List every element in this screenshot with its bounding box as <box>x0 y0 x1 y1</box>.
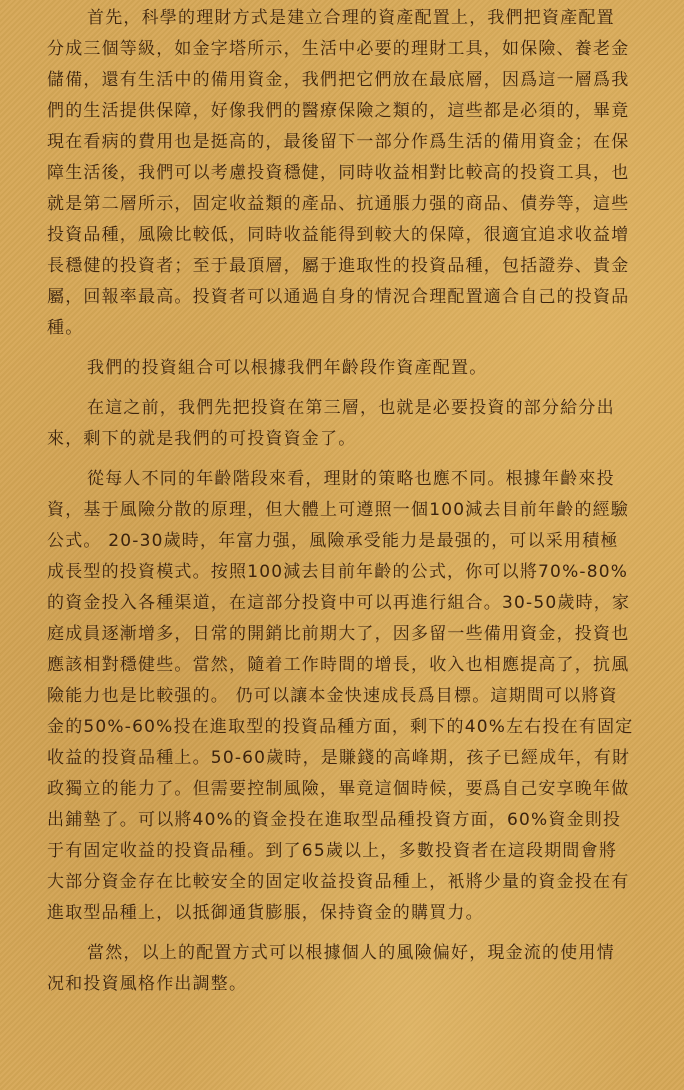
text-line: 我們的投資組合可以根據我們年齡段作資產配置。 <box>87 358 488 378</box>
paragraph <box>47 938 647 1000</box>
text-line: 屬，回報率最高。投資者可以通過自身的情況合理配置適合自己的投資品 <box>47 287 630 307</box>
text-line: 種。 <box>47 318 84 338</box>
text-line: 庭成員逐漸增多，日常的開銷比前期大了，因多留一些備用資金，投資也 <box>47 624 630 644</box>
text-line: 就是第二層所示，固定收益類的產品、抗通脹力强的商品、債券等，這些 <box>47 194 630 214</box>
text-line: 况和投資風格作出調整。 <box>47 974 248 994</box>
text-line: 當然，以上的配置方式可以根據個人的風險偏好，現金流的使用情 <box>87 943 615 963</box>
text-line: 在這之前，我們先把投資在第三層，也就是必要投資的部分給分出 <box>87 398 615 418</box>
text-line: 分成三個等級，如金字塔所示，生活中必要的理財工具，如保險、養老金 <box>47 39 630 59</box>
paragraph <box>47 393 647 455</box>
text-line: 從每人不同的年齡階段來看，理財的策略也應不同。根據年齡來投 <box>87 469 615 489</box>
text-line: 政獨立的能力了。但需要控制風險，畢竟這個時候，要爲自己安享晚年做 <box>47 779 630 799</box>
text-line: 進取型品種上，以抵御通貨膨脹，保持資金的購買力。 <box>47 903 484 923</box>
paragraph <box>47 353 647 384</box>
text-line: 出鋪墊了。可以將40%的資金投在進取型品種投資方面，60%資金則投 <box>47 810 622 830</box>
text-line: 收益的投資品種上。50-60歲時，是賺錢的高峰期，孩子已經成年，有財 <box>47 748 631 768</box>
text-line: 障生活後，我們可以考慮投資穩健，同時收益相對比較高的投資工具，也 <box>47 163 630 183</box>
text-line: 現在看病的費用也是挺高的，最後留下一部分作爲生活的備用資金；在保 <box>47 132 630 152</box>
text-line: 儲備，還有生活中的備用資金，我們把它們放在最底層，因爲這一層爲我 <box>47 70 630 90</box>
text-line: 來，剩下的就是我們的可投資資金了。 <box>47 429 357 449</box>
text-line: 首先，科學的理財方式是建立合理的資產配置上，我們把資產配置 <box>87 8 615 28</box>
text-line: 大部分資金存在比較安全的固定收益投資品種上，衹將少量的資金投在有 <box>47 872 630 892</box>
text-line: 險能力也是比較强的。 仍可以讓本金快速成長爲目標。這期間可以將資 <box>47 686 618 706</box>
paragraph <box>47 464 647 929</box>
text-line: 投資品種，風險比較低，同時收益能得到較大的保障，很適宜追求收益增 <box>47 225 630 245</box>
text-line: 長穩健的投資者；至于最頂層，屬于進取性的投資品種，包括證券、貴金 <box>47 256 630 276</box>
text-line: 資，基于風險分散的原理，但大體上可遵照一個100減去目前年齡的經驗 <box>47 500 630 520</box>
paragraph <box>47 3 647 344</box>
text-line: 金的50%-60%投在進取型的投資品種方面，剩下的40%左右投在有固定 <box>47 717 634 737</box>
text-line: 的資金投入各種渠道，在這部分投資中可以再進行組合。30-50歲時，家 <box>47 593 631 613</box>
text-line: 于有固定收益的投資品種。到了65歲以上，多數投資者在這段期間會將 <box>47 841 618 861</box>
text-line: 公式。 20-30歲時，年富力强，風險承受能力是最强的，可以采用積極 <box>47 531 619 551</box>
text-line: 應該相對穩健些。當然，隨着工作時間的增長，收入也相應提高了，抗風 <box>47 655 630 675</box>
article-body <box>47 3 647 1009</box>
text-line: 們的生活提供保障，好像我們的醫療保險之類的，這些都是必須的，畢竟 <box>47 101 630 121</box>
text-line: 成長型的投資模式。按照100減去目前年齡的公式，你可以將70%-80% <box>47 562 629 582</box>
